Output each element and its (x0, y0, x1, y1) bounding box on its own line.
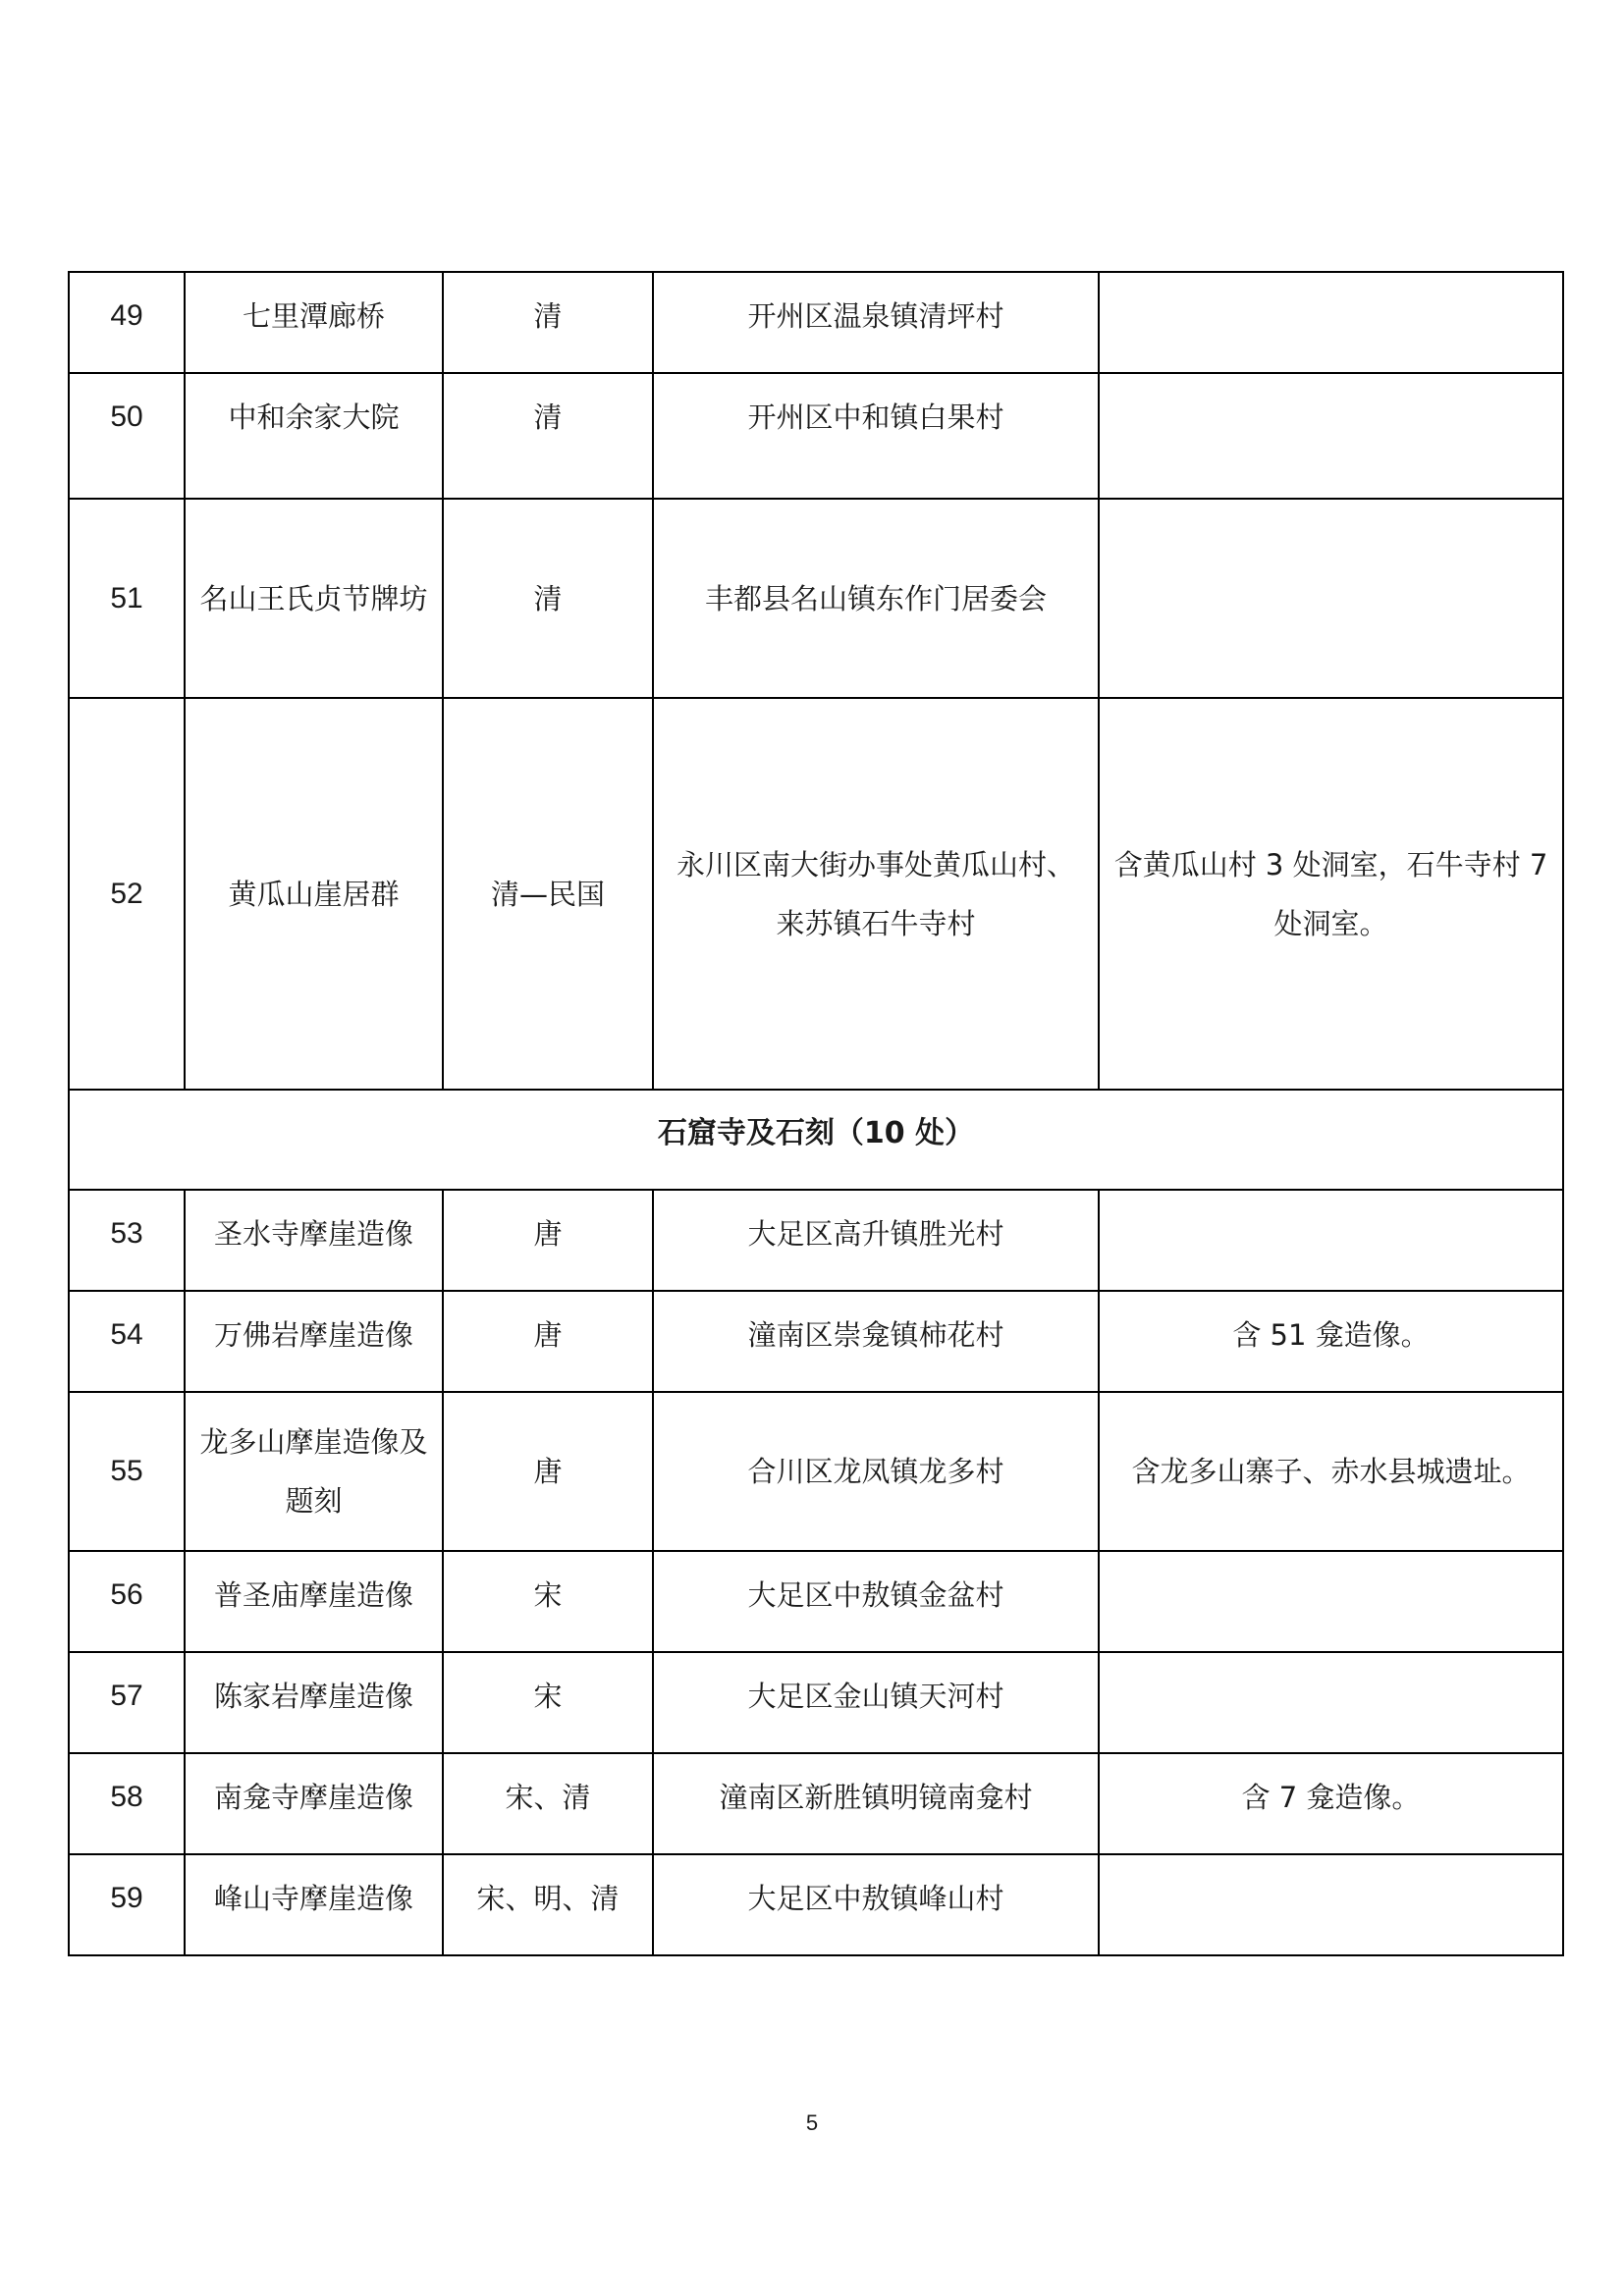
table-row (69, 499, 1563, 698)
site-number: 56 (69, 1551, 185, 1652)
site-era: 宋、明、清 (443, 1854, 653, 1955)
site-name: 圣水寺摩崖造像 (185, 1190, 443, 1291)
table-row (69, 698, 1563, 1090)
site-number: 59 (69, 1854, 185, 1955)
table-row (69, 1753, 1563, 1854)
site-name: 中和余家大院 (185, 373, 443, 499)
site-number: 58 (69, 1753, 185, 1854)
site-note (1099, 373, 1563, 499)
section-title: 石窟寺及石刻（10 处） (69, 1090, 1563, 1190)
site-note: 含 7 龛造像。 (1099, 1753, 1563, 1854)
site-era: 唐 (443, 1190, 653, 1291)
site-era: 宋 (443, 1551, 653, 1652)
site-name: 名山王氏贞节牌坊 (185, 499, 443, 698)
table-row (69, 272, 1563, 373)
site-number: 54 (69, 1291, 185, 1392)
site-era: 唐 (443, 1291, 653, 1392)
site-name: 普圣庙摩崖造像 (185, 1551, 443, 1652)
site-note (1099, 1551, 1563, 1652)
site-location: 永川区南大街办事处黄瓜山村、来苏镇石牛寺村 (653, 698, 1099, 1090)
site-location: 大足区中敖镇峰山村 (653, 1854, 1099, 1955)
site-note (1099, 499, 1563, 698)
table-row (69, 1392, 1563, 1551)
table-row (69, 1652, 1563, 1753)
section-row (69, 1090, 1563, 1190)
site-name: 陈家岩摩崖造像 (185, 1652, 443, 1753)
site-era: 清 (443, 272, 653, 373)
site-note (1099, 1190, 1563, 1291)
site-note (1099, 272, 1563, 373)
site-name: 黄瓜山崖居群 (185, 698, 443, 1090)
site-era: 清 (443, 499, 653, 698)
site-number: 49 (69, 272, 185, 373)
site-number: 52 (69, 698, 185, 1090)
site-number: 51 (69, 499, 185, 698)
site-name: 峰山寺摩崖造像 (185, 1854, 443, 1955)
site-name: 南龛寺摩崖造像 (185, 1753, 443, 1854)
site-note: 含龙多山寨子、赤水县城遗址。 (1099, 1392, 1563, 1551)
site-era: 清—民国 (443, 698, 653, 1090)
site-name: 万佛岩摩崖造像 (185, 1291, 443, 1392)
site-note: 含 51 龛造像。 (1099, 1291, 1563, 1392)
table-row (69, 373, 1563, 499)
site-era: 唐 (443, 1392, 653, 1551)
site-note: 含黄瓜山村 3 处洞室，石牛寺村 7 处洞室。 (1099, 698, 1563, 1090)
site-location: 潼南区崇龛镇柿花村 (653, 1291, 1099, 1392)
heritage-sites-table (68, 271, 1564, 1956)
site-number: 50 (69, 373, 185, 499)
site-location: 丰都县名山镇东作门居委会 (653, 499, 1099, 698)
site-era: 清 (443, 373, 653, 499)
site-location: 合川区龙凤镇龙多村 (653, 1392, 1099, 1551)
site-location: 大足区金山镇天河村 (653, 1652, 1099, 1753)
site-location: 开州区中和镇白果村 (653, 373, 1099, 499)
site-note (1099, 1652, 1563, 1753)
table-row (69, 1190, 1563, 1291)
site-era: 宋、清 (443, 1753, 653, 1854)
table-row (69, 1291, 1563, 1392)
site-location: 潼南区新胜镇明镜南龛村 (653, 1753, 1099, 1854)
table-row (69, 1551, 1563, 1652)
site-era: 宋 (443, 1652, 653, 1753)
site-location: 大足区中敖镇金盆村 (653, 1551, 1099, 1652)
site-number: 55 (69, 1392, 185, 1551)
site-note (1099, 1854, 1563, 1955)
site-name: 七里潭廊桥 (185, 272, 443, 373)
table-row (69, 1854, 1563, 1955)
site-location: 大足区高升镇胜光村 (653, 1190, 1099, 1291)
site-name: 龙多山摩崖造像及题刻 (185, 1392, 443, 1551)
page-number: 5 (805, 2110, 819, 2135)
site-number: 57 (69, 1652, 185, 1753)
site-number: 53 (69, 1190, 185, 1291)
site-location: 开州区温泉镇清坪村 (653, 272, 1099, 373)
